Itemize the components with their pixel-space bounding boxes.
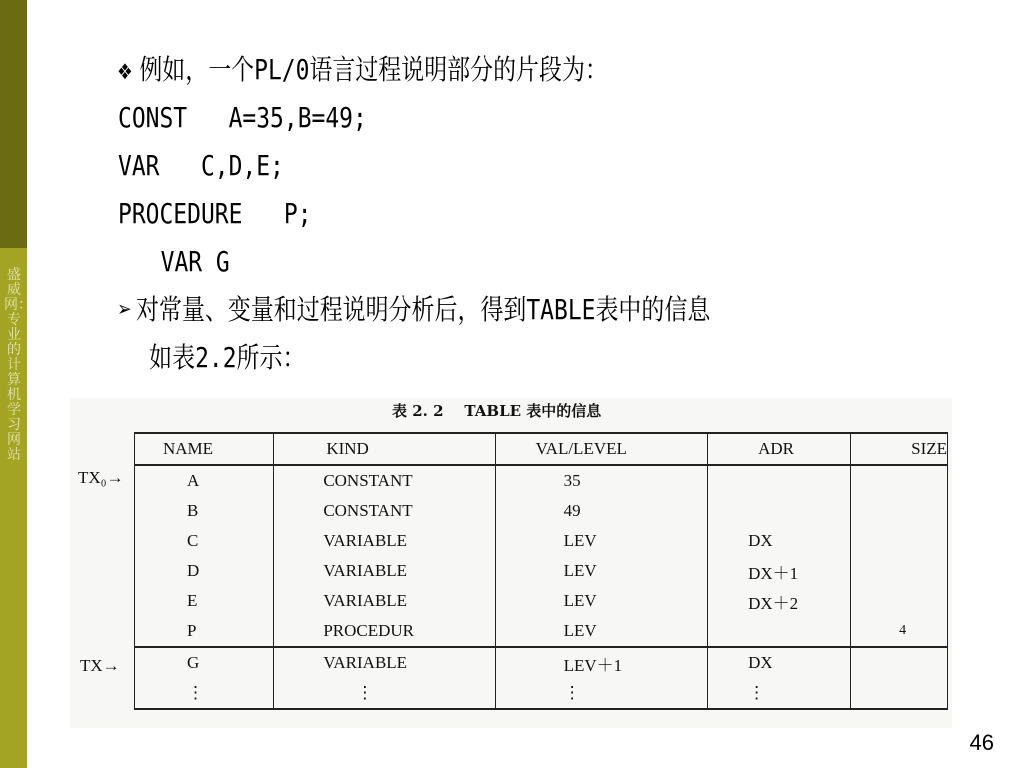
- cell-kind: CONSTANT: [274, 465, 495, 496]
- cell-kind: ⋮: [274, 678, 495, 709]
- cell-name: A: [135, 465, 274, 496]
- cell-name: G: [135, 647, 274, 678]
- cell-val-level: LEV: [495, 586, 708, 616]
- table-row: [135, 647, 948, 678]
- analysis-text: 对常量、变量和过程说明分析后，得到TABLE表中的信息: [136, 293, 711, 326]
- table-row: [135, 586, 948, 616]
- cell-val-level: LEV: [495, 526, 708, 556]
- diamond-bullet-icon: ❖: [118, 53, 132, 86]
- table-header-row: [135, 433, 948, 465]
- cell-adr: [708, 616, 851, 647]
- table-row: [135, 678, 948, 709]
- cell-kind: VARIABLE: [274, 556, 495, 586]
- cell-name: P: [135, 616, 274, 647]
- cell-name: D: [135, 556, 274, 586]
- tx-pointer: TX→: [80, 656, 120, 675]
- intro-text: 例如，一个PL/0语言过程说明部分的片段为：: [139, 53, 608, 86]
- code-line-var-g: VAR G: [160, 245, 230, 278]
- arrow-bullet-icon: ➢: [118, 293, 132, 326]
- cell-size: [851, 526, 948, 556]
- cell-adr: DX: [708, 526, 851, 556]
- cell-name: B: [135, 496, 274, 526]
- table-row: [135, 526, 948, 556]
- analysis-line-cont: 如表2.2所示：: [149, 341, 306, 374]
- code-line-const: CONST A=35,B=49;: [118, 101, 367, 134]
- cell-size: [851, 678, 948, 709]
- code-line-var: VAR C,D,E;: [118, 149, 284, 182]
- page-number: 46: [969, 730, 994, 755]
- cell-kind: VARIABLE: [274, 586, 495, 616]
- header-kind: KIND: [274, 433, 495, 465]
- code-line-procedure: PROCEDURE P;: [118, 197, 312, 230]
- table-figure: [70, 398, 952, 728]
- cell-size: [851, 586, 948, 616]
- cell-size: [851, 647, 948, 678]
- intro-line: [118, 46, 840, 94]
- header-size: SIZE: [851, 433, 948, 465]
- cell-kind: VARIABLE: [274, 647, 495, 678]
- cell-val-level: 35: [495, 465, 708, 496]
- table-row: [135, 465, 948, 496]
- slide-content: [118, 46, 998, 382]
- cell-adr: DX＋2: [708, 586, 851, 616]
- cell-adr: [708, 496, 851, 526]
- cell-name: C: [135, 526, 274, 556]
- header-adr: ADR: [708, 433, 851, 465]
- header-name: NAME: [135, 433, 274, 465]
- cell-adr: [708, 465, 851, 496]
- cell-name: ⋮: [135, 678, 274, 709]
- header-val-level: VAL/LEVEL: [495, 433, 708, 465]
- table-info: [134, 432, 948, 710]
- analysis-line: [118, 286, 840, 334]
- cell-kind: VARIABLE: [274, 526, 495, 556]
- cell-size: [851, 465, 948, 496]
- cell-val-level: LEV＋1: [495, 647, 708, 678]
- cell-adr: DX: [708, 647, 851, 678]
- cell-val-level: 49: [495, 496, 708, 526]
- cell-name: E: [135, 586, 274, 616]
- table-row: [135, 496, 948, 526]
- cell-size: [851, 496, 948, 526]
- figure-caption: 表 2. 2 TABLE 表中的信息: [392, 402, 602, 420]
- cell-kind: PROCEDUR: [274, 616, 495, 647]
- table-row: [135, 556, 948, 586]
- sidebar-top-band: [0, 0, 27, 248]
- tx0-pointer: TX₀→: [78, 468, 124, 487]
- cell-val-level: ⋮: [495, 678, 708, 709]
- sidebar-watermark: 盛威网：专业的计算机学习网站: [4, 267, 32, 463]
- cell-size: [851, 556, 948, 586]
- cell-size: 4: [851, 616, 948, 647]
- cell-val-level: LEV: [495, 556, 708, 586]
- table-row: [135, 616, 948, 647]
- sidebar: [0, 0, 32, 768]
- cell-adr: ⋮: [708, 678, 851, 709]
- cell-adr: DX＋1: [708, 556, 851, 586]
- cell-val-level: LEV: [495, 616, 708, 647]
- cell-kind: CONSTANT: [274, 496, 495, 526]
